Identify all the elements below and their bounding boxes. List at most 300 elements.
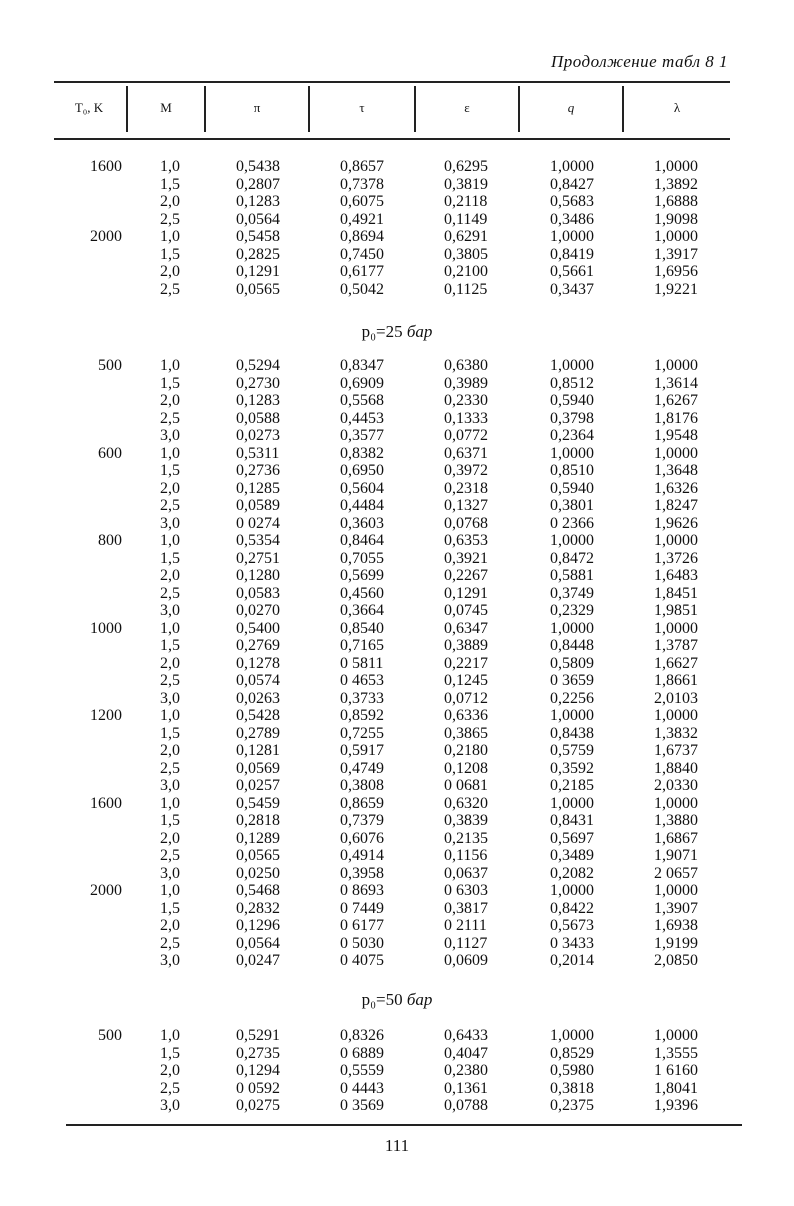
cell-c5: 1,3787 [654,637,698,654]
cell-c2: 0,4914 [340,847,384,864]
cell-c1: 0,0564 [236,934,280,952]
cell-c1: 0,5311 [236,444,280,462]
table-row [0,445,794,463]
cell-m: 1,0 [160,619,180,637]
cell-c4: 0,8512 [550,374,594,392]
cell-c4: 1,0000 [550,158,594,175]
cell-c5: 1,3614 [654,374,698,392]
cell-c4: 0,3798 [550,409,594,427]
cell-c3: 0 2111 [444,917,487,934]
cell-c2: 0,5917 [340,742,384,759]
cell-c1: 0,0569 [236,759,280,777]
table-row [0,655,794,673]
cell-c4: 0,5683 [550,193,594,210]
cell-c2: 0,8326 [340,1027,384,1044]
cell-c3: 0,0768 [444,514,488,532]
cell-c2: 0,5042 [340,280,384,298]
cell-c4: 0 3433 [550,934,594,952]
table-row [0,1027,794,1045]
cell-c3: 0,6353 [444,532,488,549]
cell-c1: 0,2730 [236,374,280,392]
cell-c2: 0,6075 [340,193,384,210]
cell-c2: 0,4484 [340,497,384,514]
cell-c4: 0,3486 [550,210,594,228]
cell-c5: 1,3832 [654,724,698,742]
cell-c2: 0,7450 [340,245,384,263]
cell-c3: 0,3817 [444,899,488,917]
cell-c5: 1,3907 [654,899,698,917]
cell-c2: 0 3569 [340,1097,384,1114]
cell-c1: 0,1278 [236,654,280,672]
cell-c1: 0,0588 [236,409,280,427]
cell-c1: 0,0263 [236,689,280,707]
cell-c4: 0,3437 [550,280,594,298]
cell-c1: 0,2751 [236,549,280,567]
cell-c3: 0,0712 [444,689,488,707]
cell-c3: 0,3889 [444,637,488,654]
cell-c3: 0 6303 [444,882,488,899]
cell-c5: 1,8661 [654,672,698,689]
cell-c5: 1,3555 [654,1044,698,1062]
table-row [0,882,794,900]
cell-t0: 1000 [90,619,122,637]
cell-c3: 0,3819 [444,175,488,193]
cell-c3: 0,6433 [444,1027,488,1044]
table-row [0,935,794,953]
table-row [0,742,794,760]
cell-m: 2,5 [160,672,180,689]
cell-m: 2,5 [160,280,180,298]
cell-c2: 0 4653 [340,672,384,689]
cell-c4: 0,8427 [550,175,594,193]
cell-c3: 0,2267 [444,567,488,584]
cell-m: 2,0 [160,193,180,210]
cell-c5: 1,0000 [654,707,698,724]
cell-m: 1,5 [160,812,180,829]
table-row [0,795,794,813]
cell-c2: 0 7449 [340,899,384,917]
table-row [0,1097,794,1115]
cell-c2: 0,5699 [340,567,384,584]
cell-c1: 0,5459 [236,794,280,812]
cell-c3: 0,2100 [444,263,488,280]
cell-c5: 1,6483 [654,567,698,584]
cell-c5: 1,9071 [654,847,698,864]
cell-t0: 800 [98,532,122,549]
cell-c5: 1,0000 [654,882,698,899]
cell-c3: 0,1149 [444,210,488,228]
cell-c5: 1,6627 [654,654,698,672]
cell-c2: 0,3958 [340,864,384,882]
table-row [0,211,794,229]
table-row [0,952,794,970]
cell-c4: 0,5881 [550,567,594,584]
cell-c4: 1,0000 [550,357,594,374]
cell-c5: 2 0657 [654,864,698,882]
cell-c4: 0,2256 [550,689,594,707]
cell-c1: 0,1296 [236,917,280,934]
table-row [0,690,794,708]
cell-c2: 0,7379 [340,812,384,829]
cell-c3: 0,2380 [444,1062,488,1079]
cell-c3: 0,1127 [444,934,488,952]
cell-c5: 1,6326 [654,479,698,497]
cell-t0: 500 [98,1027,122,1044]
cell-c4: 0,3818 [550,1079,594,1097]
cell-c5: 1,0000 [654,532,698,549]
cell-c3: 0,2318 [444,479,488,497]
header-bottom-rule [54,138,730,140]
table-row [0,480,794,498]
cell-m: 1,5 [160,724,180,742]
section-p0-25-unit: бар [406,322,433,341]
cell-c3: 0,6320 [444,794,488,812]
table-row [0,158,794,176]
cell-m: 2,5 [160,497,180,514]
cell-c1: 0,0250 [236,864,280,882]
table-row [0,462,794,480]
cell-c2: 0,5559 [340,1062,384,1079]
header-t0: T₀, K [74,100,104,115]
cell-c5: 1,8176 [654,409,698,427]
cell-c3: 0,6371 [444,444,488,462]
cell-m: 2,5 [160,759,180,777]
cell-c1: 0,5428 [236,707,280,724]
table-row [0,812,794,830]
cell-c3: 0,3865 [444,724,488,742]
cell-c5: 1,6888 [654,193,698,210]
cell-c2: 0,3733 [340,689,384,707]
cell-m: 1,0 [160,882,180,899]
cell-c5: 2,0850 [654,952,698,969]
cell-c3: 0,0637 [444,864,488,882]
cell-c5: 1,3880 [654,812,698,829]
cell-m: 1,5 [160,175,180,193]
header-lambda: λ [673,100,681,115]
cell-c3: 0,1208 [444,759,488,777]
table-row [0,637,794,655]
cell-c4: 0,8510 [550,462,594,479]
cell-c4: 0,5940 [550,392,594,409]
cell-m: 1,0 [160,532,180,549]
cell-c5: 1,0000 [654,158,698,175]
cell-m: 3,0 [160,1097,180,1114]
cell-c2: 0 6889 [340,1044,384,1062]
cell-m: 2,5 [160,210,180,228]
cell-c4: 0,8422 [550,899,594,917]
cell-c5: 1,8451 [654,584,698,602]
cell-c5: 1,9626 [654,514,698,532]
table-row [0,176,794,194]
cell-c5: 2,0103 [654,689,698,707]
cell-c4: 0,5809 [550,654,594,672]
cell-c5: 1,6267 [654,392,698,409]
cell-c4: 1,0000 [550,707,594,724]
cell-c3: 0,1245 [444,672,488,689]
cell-c1: 0,2735 [236,1044,280,1062]
cell-c1: 0,0257 [236,777,280,794]
cell-c3: 0,1333 [444,409,488,427]
cell-c5: 1,6737 [654,742,698,759]
table-row [0,193,794,211]
cell-c4: 0,5673 [550,917,594,934]
table-row [0,246,794,264]
cell-c5: 1,9221 [654,280,698,298]
table-row [0,1080,794,1098]
cell-c1: 0,0275 [236,1097,280,1114]
header-m: M [160,100,172,115]
cell-c4: 0,2014 [550,952,594,969]
table-row [0,707,794,725]
cell-c3: 0,4047 [444,1044,488,1062]
cell-c3: 0,6291 [444,228,488,245]
cell-c5: 1,3892 [654,175,698,193]
cell-c4: 0,2185 [550,777,594,794]
cell-c1: 0,5400 [236,619,280,637]
table-row [0,620,794,638]
cell-c2: 0 4075 [340,952,384,969]
cell-c5: 1,3917 [654,245,698,263]
cell-m: 1,0 [160,357,180,374]
cell-c2: 0,7165 [340,637,384,654]
cell-c5: 1,3726 [654,549,698,567]
cell-c1: 0,0565 [236,847,280,864]
cell-c4: 0,2375 [550,1097,594,1114]
cell-c3: 0 0681 [444,777,488,794]
cell-c2: 0,3808 [340,777,384,794]
cell-c4: 0,3801 [550,497,594,514]
cell-c1: 0,2832 [236,899,280,917]
cell-c4: 0,8431 [550,812,594,829]
cell-c5: 1 6160 [654,1062,698,1079]
cell-m: 2,0 [160,1062,180,1079]
cell-c1: 0 0592 [236,1079,280,1097]
cell-m: 2,0 [160,263,180,280]
cell-c1: 0,5438 [236,158,280,175]
page-number: 111 [384,1136,410,1155]
cell-t0: 1600 [90,794,122,812]
cell-m: 3,0 [160,427,180,444]
cell-c2: 0 8693 [340,882,384,899]
cell-m: 1,0 [160,444,180,462]
cell-c5: 1,8041 [654,1079,698,1097]
cell-c1: 0,1289 [236,829,280,847]
cell-c1: 0,1285 [236,479,280,497]
cell-t0: 2000 [90,228,122,245]
cell-c2: 0,4560 [340,584,384,602]
cell-c3: 0,3989 [444,374,488,392]
cell-c2: 0 4443 [340,1079,384,1097]
cell-c2: 0,8464 [340,532,384,549]
cell-c5: 1,8840 [654,759,698,777]
cell-c5: 1,0000 [654,619,698,637]
cell-c3: 0,2118 [444,193,488,210]
cell-c1: 0,2818 [236,812,280,829]
cell-c1: 0,2825 [236,245,280,263]
cell-c4: 1,0000 [550,619,594,637]
cell-c3: 0,1291 [444,584,488,602]
cell-c1: 0,0247 [236,952,280,969]
cell-c1: 0,1281 [236,742,280,759]
cell-c1: 0,0273 [236,427,280,444]
cell-c5: 1,8247 [654,497,698,514]
cell-c4: 0 3659 [550,672,594,689]
cell-c1: 0,0270 [236,602,280,619]
cell-c1: 0,2769 [236,637,280,654]
table-row [0,375,794,393]
cell-m: 3,0 [160,952,180,969]
table-row [0,917,794,935]
cell-c2: 0,6076 [340,829,384,847]
cell-c4: 0,2082 [550,864,594,882]
cell-c5: 2,0330 [654,777,698,794]
cell-c4: 1,0000 [550,228,594,245]
cell-m: 3,0 [160,864,180,882]
cell-m: 2,0 [160,567,180,584]
cell-c2: 0,6950 [340,462,384,479]
cell-m: 2,5 [160,1079,180,1097]
cell-c4: 0,5759 [550,742,594,759]
section-p0-25-bar [0,322,794,342]
cell-c3: 0,0788 [444,1097,488,1114]
cell-c5: 1,0000 [654,357,698,374]
cell-t0: 600 [98,444,122,462]
cell-c2: 0,7055 [340,549,384,567]
cell-c2: 0,6177 [340,263,384,280]
table-row [0,228,794,246]
cell-c1: 0,5468 [236,882,280,899]
cell-c3: 0,3921 [444,549,488,567]
table-row [0,725,794,743]
cell-c1: 0,2736 [236,462,280,479]
cell-c3: 0,3839 [444,812,488,829]
cell-c4: 0,8448 [550,637,594,654]
cell-c5: 1,9396 [654,1097,698,1114]
cell-t0: 500 [98,357,122,374]
table-row [0,392,794,410]
cell-m: 2,5 [160,584,180,602]
cell-c1: 0,5458 [236,228,280,245]
cell-c3: 0,0772 [444,427,488,444]
section-p0-50-bar [0,990,794,1010]
cell-c3: 0,2135 [444,829,488,847]
cell-m: 1,0 [160,1027,180,1044]
cell-m: 1,5 [160,462,180,479]
table-row [0,281,794,299]
cell-t0: 2000 [90,882,122,899]
cell-m: 1,5 [160,899,180,917]
cell-c4: 0,2329 [550,602,594,619]
cell-c2: 0,5568 [340,392,384,409]
cell-c3: 0,1361 [444,1079,488,1097]
cell-m: 2,5 [160,934,180,952]
cell-c3: 0,0745 [444,602,488,619]
section-p0-50-label: p₀=50 [361,990,407,1009]
cell-c2: 0,3577 [340,427,384,444]
cell-t0: 1200 [90,707,122,724]
table-row [0,427,794,445]
table-row [0,865,794,883]
cell-m: 2,0 [160,479,180,497]
cell-c4: 0,5980 [550,1062,594,1079]
cell-m: 2,5 [160,409,180,427]
cell-t0: 1600 [90,158,122,175]
table-row [0,1045,794,1063]
cell-m: 1,5 [160,245,180,263]
cell-c3: 0,3972 [444,462,488,479]
cell-c2: 0,3664 [340,602,384,619]
header-top-rule [54,81,730,83]
cell-c1: 0,5291 [236,1027,280,1044]
cell-m: 1,0 [160,158,180,175]
cell-c1: 0,5294 [236,357,280,374]
cell-c4: 0,5661 [550,263,594,280]
cell-c1: 0,1283 [236,193,280,210]
cell-c2: 0,8659 [340,794,384,812]
table-row [0,410,794,428]
table-row [0,777,794,795]
cell-c4: 0,3749 [550,584,594,602]
cell-c1: 0,0574 [236,672,280,689]
table-row [0,567,794,585]
table-row [0,585,794,603]
cell-c1: 0,0583 [236,584,280,602]
cell-c1: 0,1280 [236,567,280,584]
cell-c5: 1,3648 [654,462,698,479]
cell-c2: 0,7255 [340,724,384,742]
cell-c1: 0,1283 [236,392,280,409]
cell-c4: 1,0000 [550,532,594,549]
cell-c4: 0,8472 [550,549,594,567]
cell-m: 2,0 [160,917,180,934]
cell-m: 2,0 [160,742,180,759]
table-row [0,1062,794,1080]
cell-c3: 0,6347 [444,619,488,637]
cell-c3: 0,6336 [444,707,488,724]
cell-c5: 1,9548 [654,427,698,444]
cell-c5: 1,0000 [654,1027,698,1044]
cell-c2: 0,8694 [340,228,384,245]
cell-m: 1,0 [160,707,180,724]
cell-c2: 0,3603 [340,514,384,532]
table-continuation-caption: Продолжение табл 8 1 [550,52,728,71]
cell-c3: 0,1327 [444,497,488,514]
cell-c4: 1,0000 [550,794,594,812]
cell-c1: 0 0274 [236,514,280,532]
table-row [0,847,794,865]
cell-c5: 1,6938 [654,917,698,934]
table-row [0,602,794,620]
table-row [0,672,794,690]
cell-m: 2,0 [160,392,180,409]
cell-c4: 1,0000 [550,882,594,899]
cell-m: 3,0 [160,602,180,619]
cell-c2: 0,8540 [340,619,384,637]
cell-c3: 0,2180 [444,742,488,759]
cell-m: 2,5 [160,847,180,864]
cell-m: 3,0 [160,777,180,794]
cell-c5: 1,9851 [654,602,698,619]
cell-c1: 0,2807 [236,175,280,193]
cell-m: 3,0 [160,689,180,707]
cell-m: 1,0 [160,794,180,812]
cell-m: 1,5 [160,374,180,392]
cell-c1: 0,2789 [236,724,280,742]
cell-c5: 1,0000 [654,444,698,462]
cell-c2: 0,8592 [340,707,384,724]
cell-c2: 0 5811 [340,654,384,672]
table-bottom-rule [66,1124,742,1126]
